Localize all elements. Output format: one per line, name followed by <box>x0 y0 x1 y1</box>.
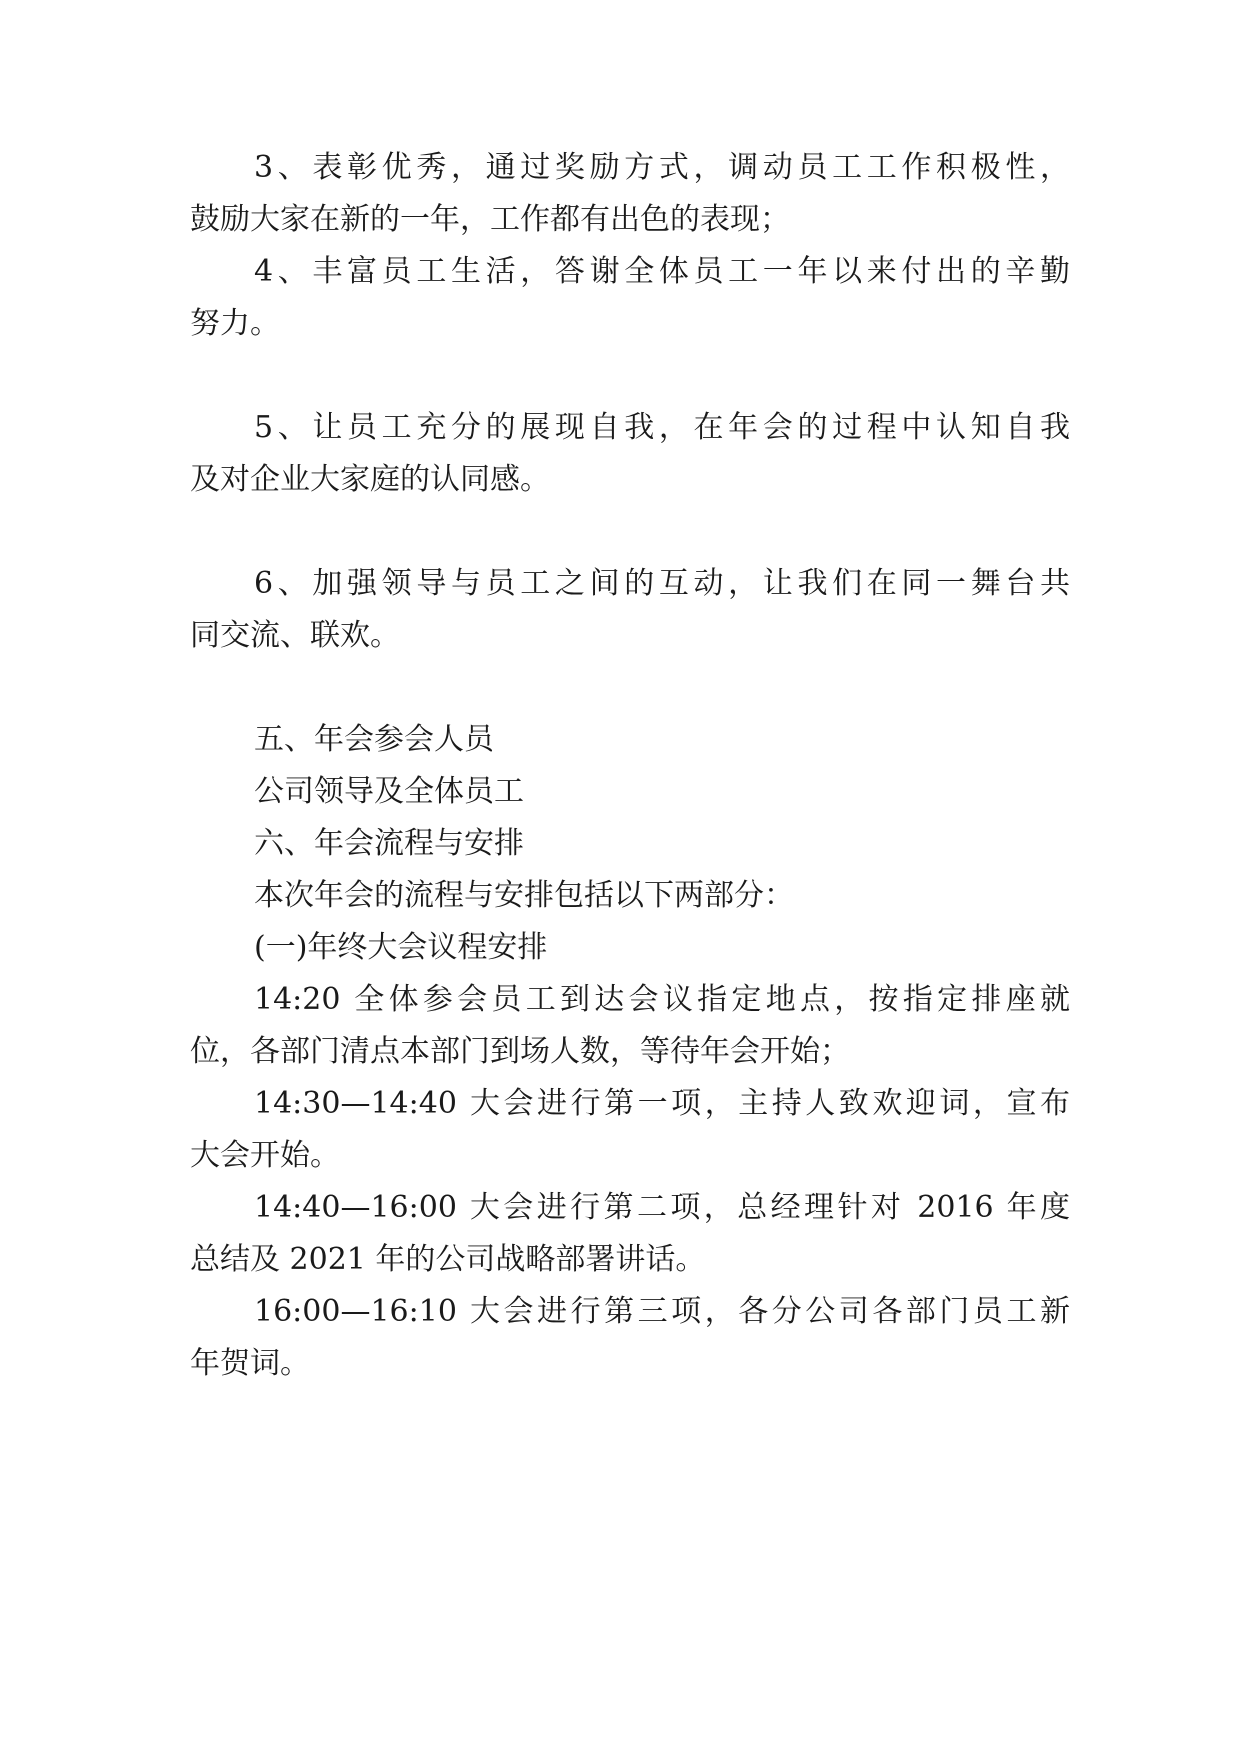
paragraph-line: 及对企业大家庭的认同感。 <box>190 462 550 497</box>
agenda-line: 14:20 全体参会员工到达会议指定地点，按指定排座就 <box>254 982 1070 1017</box>
paragraph-line: 本次年会的流程与安排包括以下两部分： <box>254 878 794 913</box>
section-heading: 五、年会参会人员 <box>254 722 494 757</box>
subsection-heading: (一)年终大会议程安排 <box>254 930 548 965</box>
paragraph-line: 公司领导及全体员工 <box>254 774 524 809</box>
paragraph-line: 努力。 <box>190 306 280 341</box>
paragraph-line: 鼓励大家在新的一年，工作都有出色的表现； <box>190 202 790 237</box>
section-heading: 六、年会流程与安排 <box>254 826 524 861</box>
agenda-line: 14:30—14:40 大会进行第一项，主持人致欢迎词，宣布 <box>254 1086 1070 1121</box>
paragraph-line: 3、表彰优秀，通过奖励方式，调动员工工作积极性， <box>254 150 1070 185</box>
agenda-line: 总结及 2021 年的公司战略部署讲话。 <box>190 1242 706 1277</box>
paragraph-line: 4、丰富员工生活，答谢全体员工一年以来付出的辛勤 <box>254 254 1070 289</box>
agenda-line: 位，各部门清点本部门到场人数，等待年会开始； <box>190 1034 850 1069</box>
agenda-line: 年贺词。 <box>190 1346 310 1381</box>
paragraph-line: 5、让员工充分的展现自我，在年会的过程中认知自我 <box>254 410 1070 445</box>
agenda-line: 14:40—16:00 大会进行第二项，总经理针对 2016 年度 <box>254 1190 1070 1225</box>
agenda-line: 大会开始。 <box>190 1138 340 1173</box>
paragraph-line: 6、加强领导与员工之间的互动，让我们在同一舞台共 <box>254 566 1070 601</box>
paragraph-line: 同交流、联欢。 <box>190 618 400 653</box>
agenda-line: 16:00—16:10 大会进行第三项，各分公司各部门员工新 <box>254 1294 1070 1329</box>
